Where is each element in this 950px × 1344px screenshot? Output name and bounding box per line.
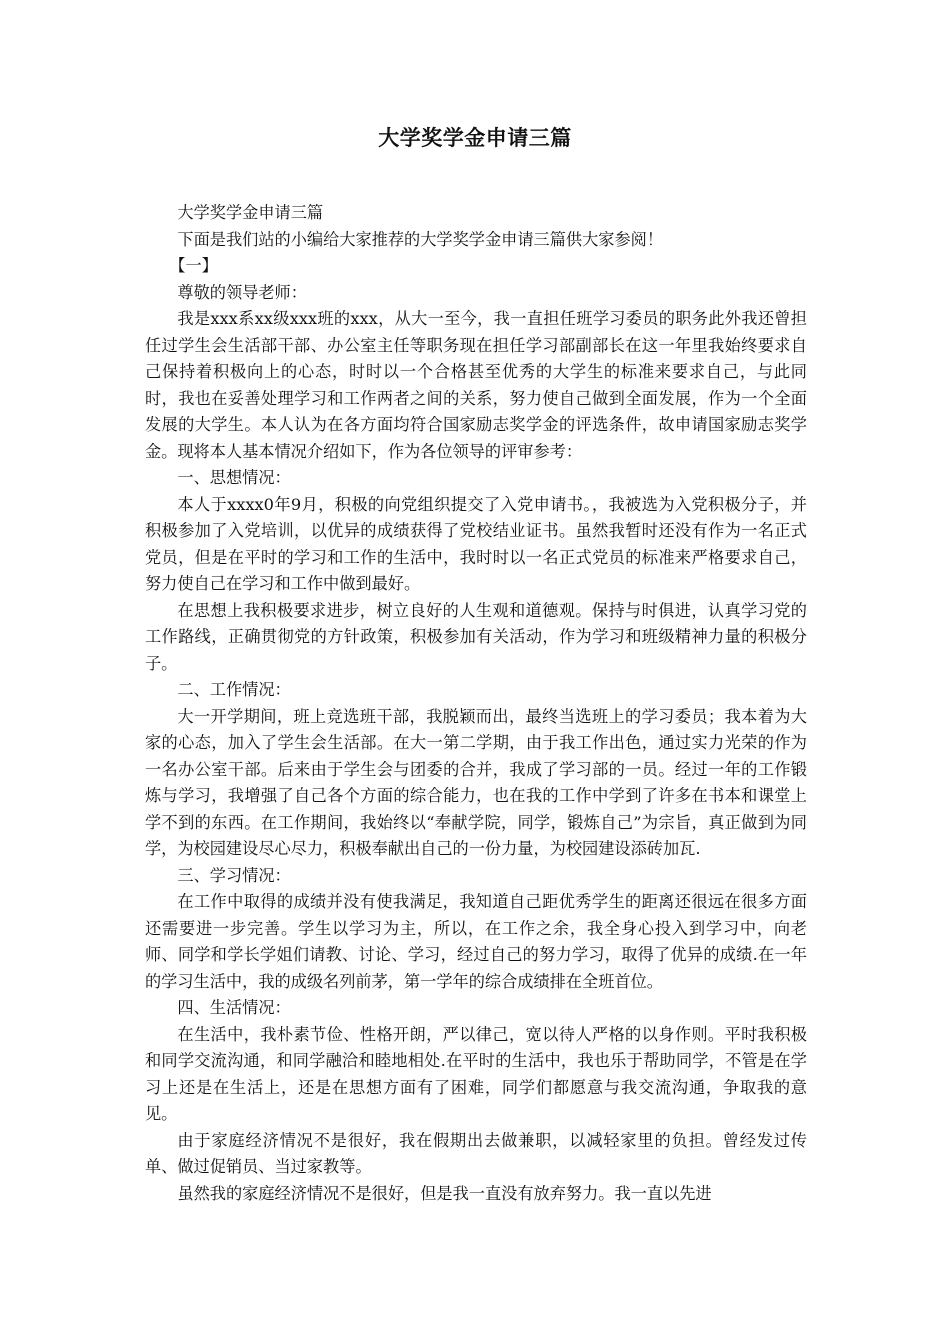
salutation: 尊敬的领导老师： [177, 282, 307, 302]
section-heading: 二、工作情况： [177, 680, 291, 699]
section-marker: 【一】 [169, 256, 218, 275]
document-body [145, 200, 807, 1207]
document-title: 大学奖学金申请三篇 [378, 126, 572, 150]
paragraph: 大一开学期间，班上竞选班干部，我脱颖而出，最终当选班上的学习委员；我本着为大家的心态，加入了学生会生活部。在大一第二学期，由于我工作出色，通过实力光荣的作为一名办公室干部。后来由于学生会与团委的合并，我成了学习部的一员。经过一年的工作锻炼与学习，我增强了自己各个方面的综合能力，也在我的工作中学到了许多在书本和课堂上学不到的东西。在工作期间，我始终以“奉献学院，同学，锻炼自己”为宗旨，真正做到为同学，为校园建设尽心尽力，积极奉献出自己的一份力量，为校园建设添砖加瓦. [145, 706, 807, 858]
section-heading: 四、生活情况： [177, 998, 291, 1017]
paragraph: 本人于xxxx0年9月，积极的向党组织提交了入党申请书。，我被选为入党积极分子，并积极参加了入党培训，以优异的成绩获得了党校结业证书。虽然我暂时还没有作为一名正式党员，但是在平时的学习和工作的生活中，我时时以一名正式党员的标准来严格要求自己，努力使自己在学习和工作中做到最好。 [145, 494, 807, 593]
paragraph: 下面是我们站的小编给大家推荐的大学奖学金申请三篇供大家参阅！ [177, 229, 664, 249]
section-heading: 三、学习情况： [177, 865, 291, 885]
paragraph: 我是xxx系xx级xxx班的xxx，从大一至今，我一直担任班学习委员的职务此外我还曾担任过学生会生活部干部、办公室主任等职务现在担任学习部副部长在这一年里我始终要求自己保持着积极向上的心态，时时以一个合格甚至优秀的大学生的标准来要求自己，与此同时，我也在妥善处理学习和工作两者之间的关系，努力使自己做到全面发展，作为一个全面发展的大学生。本人认为在各方面均符合国家励志奖学金的评选条件，故申请国家励志奖学金。现将本人基本情况介绍如下，作为各位领导的评审参考： [145, 309, 807, 461]
section-heading: 一、思想情况： [177, 468, 291, 487]
paragraph: 虽然我的家庭经济情况不是很好，但是我一直没有放弃努力。我一直以先进 [177, 1183, 712, 1203]
paragraph: 由于家庭经济情况不是很好，我在假期出去做兼职，以减轻家里的负担。曾经发过传单、做过促销员、当过家教等。 [145, 1130, 807, 1176]
paragraph: 在工作中取得的成绩并没有使我满足，我知道自己距优秀学生的距离还很远在很多方面还需要进一步完善。学生以学习为主，所以，在工作之余，我全身心投入到学习中，向老师、同学和学长学姐们请教、讨论、学习，经过自己的努力学习，取得了优异的成绩.在一年的学习生活中，我的成级名列前茅，第一学年的综合成绩排在全班首位。 [145, 892, 807, 991]
paragraph: 在生活中，我朴素节俭、性格开朗，严以律己，宽以待人严格的以身作则。平时我积极和同学交流沟通，和同学融洽和睦地相处.在平时的生活中，我也乐于帮助同学，不管是在学习上还是在生活上，还是在思想方面有了困难，同学们都愿意与我交流沟通，争取我的意见。 [145, 1024, 807, 1123]
paragraph: 大学奖学金申请三篇 [177, 203, 324, 222]
paragraph: 在思想上我积极要求进步，树立良好的人生观和道德观。保持与时俱进，认真学习党的工作路线，正确贯彻党的方针政策，积极参加有关活动，作为学习和班级精神力量的积极分子。 [145, 600, 807, 673]
